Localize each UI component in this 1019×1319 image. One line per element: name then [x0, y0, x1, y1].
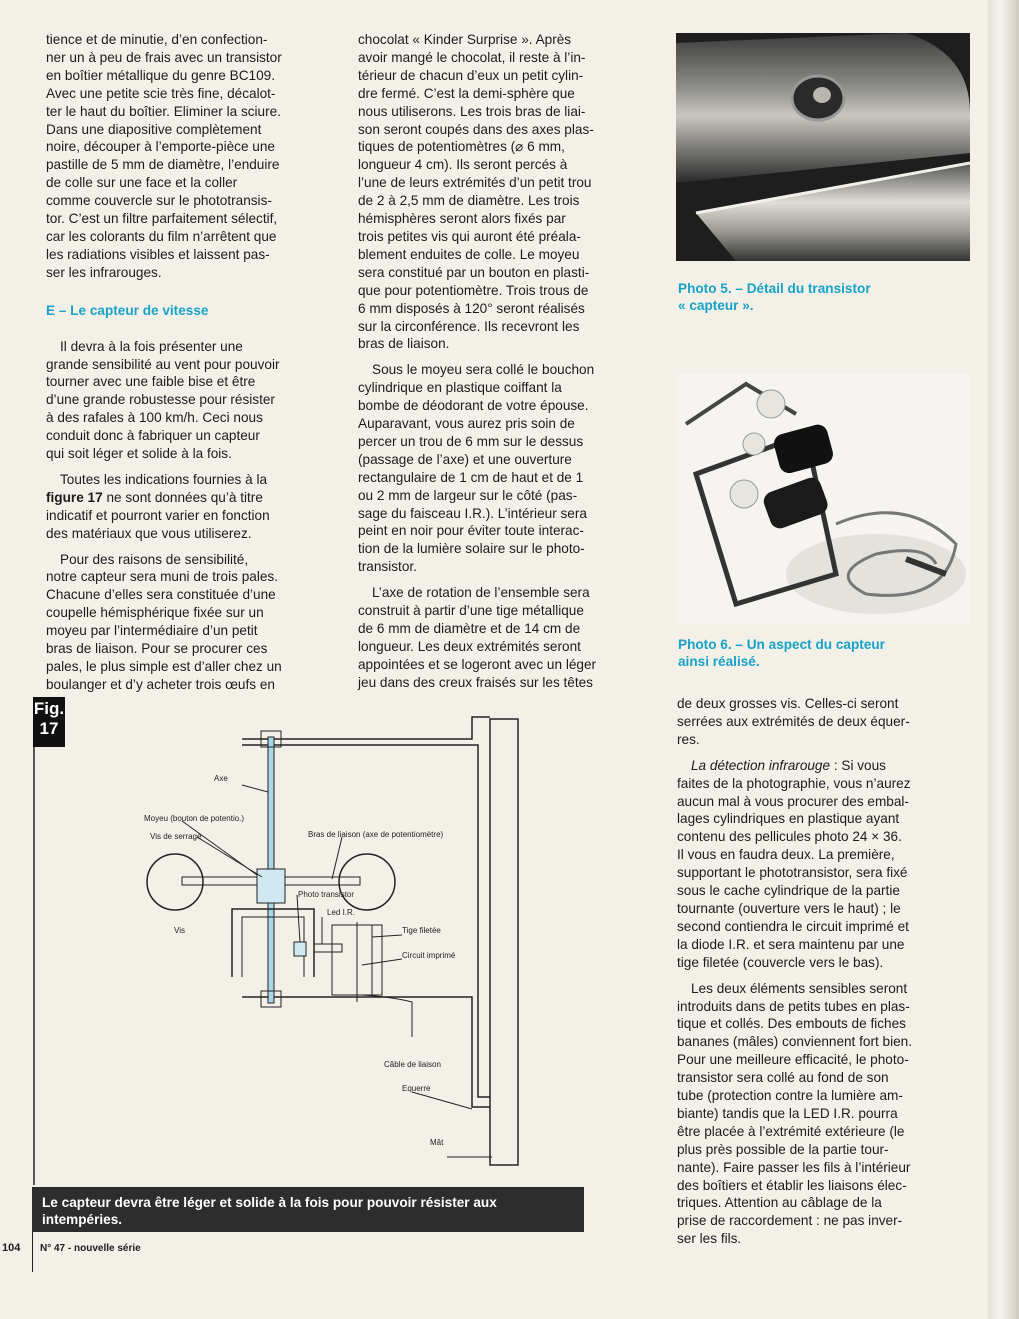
text-line: nous utiliserons. Les trois bras de liai-	[358, 103, 586, 119]
label-tige: Tige filetée	[402, 926, 441, 935]
text-line: de 6 mm de diamètre et de 14 cm de	[358, 621, 581, 636]
text-line: ser les fils.	[677, 1231, 742, 1247]
text-line: aucun mal à vous procurer des embal-	[677, 793, 909, 809]
text-line: l’une de leurs extrémités d’un petit trou	[358, 175, 592, 191]
col2-paragraph-2	[358, 361, 640, 576]
text-line: blement enduites de colle. Le moyeu	[358, 246, 580, 262]
column-1	[46, 31, 326, 694]
text-line: Auparavant, vous aurez pris soin de	[358, 416, 575, 432]
text-line: hémisphères seront alors fixés par	[358, 211, 566, 227]
text-line: serrées aux extrémités de deux équer-	[677, 713, 910, 729]
text-line: notre capteur sera muni de trois pales.	[46, 569, 278, 585]
text-line: pastille de 5 mm de diamètre, l’enduire	[46, 157, 280, 173]
text-line: supportant le phototransistor, sera fixé	[677, 865, 908, 881]
page-number: 104	[2, 1242, 21, 1254]
text-line: des boîtiers et établir les liaisons élec-	[677, 1177, 907, 1193]
text-line: Dans une diapositive complètement	[46, 121, 262, 137]
text-line: peint en noir pour éviter toute interac-	[358, 523, 584, 539]
label-led: Led I.R.	[327, 908, 356, 917]
text-line: percer un trou de 6 mm sur le dessus	[358, 433, 584, 449]
text-span: Toutes les indications fournies à la	[60, 471, 268, 487]
text-line: ou 2 mm de largeur sur le côté (pas-	[358, 487, 578, 503]
text-line: L’axe de rotation de l’ensemble sera	[372, 585, 590, 601]
text-line: indicatif et pourront varier en fonction	[46, 507, 270, 523]
label-equerre: Equerre	[402, 1084, 431, 1093]
text-line: sous le cache cylindrique de la partie	[677, 883, 900, 899]
photo-6-sensor-assembly	[676, 374, 970, 624]
text-line: Chacune d’elles sera constituée d’une	[46, 587, 276, 603]
text-line: jeu dans des creux fraisés sur les têtes	[358, 674, 593, 690]
caption-line: ainsi réalisé.	[678, 654, 760, 669]
text-line: qui soit léger et solide à la fois.	[46, 446, 232, 462]
text-line: ser les infrarouges.	[46, 264, 162, 280]
text-line: transistor sera collé au fond de son	[677, 1070, 889, 1086]
text-line: car les colorants du film n’arrêtent que	[46, 228, 277, 244]
text-line: tube (protection contre la lumière am-	[677, 1088, 903, 1104]
text-line: Il vous en faudra deux. La première,	[677, 847, 895, 863]
col3-paragraph-2	[677, 757, 959, 972]
text-line: biante) tandis que la LED I.R. pourra	[677, 1105, 898, 1121]
text-line: conduit donc à fabriquer un capteur	[46, 428, 260, 444]
text-line: 6 mm disposés à 120° seront réalisés	[358, 300, 585, 316]
text-line: triques. Attention au câblage de la	[677, 1195, 882, 1211]
figure-reference: figure 17	[46, 489, 103, 505]
text-line: sera constitué par un bouton en plasti-	[358, 264, 590, 280]
caption-line: Photo 5. – Détail du transistor	[678, 281, 871, 296]
label-moyeu: Moyeu (bouton de potentio.)	[144, 814, 245, 823]
col1-p3-line-1	[46, 489, 326, 507]
figure-badge	[33, 697, 65, 747]
text-line: son seront coupés dans des axes plas-	[358, 121, 594, 137]
caption-line: Photo 6. – Un aspect du capteur	[678, 637, 885, 652]
text-line: moyeu par l’intermédiaire d’un petit	[46, 623, 258, 639]
text-line: bombe de déodorant de votre épouse.	[358, 398, 589, 414]
text-line: Les deux éléments sensibles seront	[691, 980, 908, 996]
text-line: lages cylindriques en plastique ayant	[677, 811, 900, 827]
column-3	[677, 695, 959, 1248]
badge-line: Fig.	[33, 699, 65, 718]
label-circuit: Circuit imprimé	[402, 951, 456, 960]
text-line: être placée à l’extrémité extérieure (le	[677, 1123, 905, 1139]
column-2	[358, 31, 640, 692]
text-line: tourner avec une faible bise et être	[46, 374, 256, 390]
label-cable: Câble de liaison	[384, 1060, 441, 1069]
text-line: Sous le moyeu sera collé le bouchon	[372, 362, 595, 378]
text-line: tique et collés. Des embouts de fiches	[677, 1016, 906, 1032]
text-line: Pour des raisons de sensibilité,	[60, 551, 249, 567]
label-mat: Mât	[430, 1138, 444, 1147]
text-line: noire, découper à l’emporte-pièce une	[46, 139, 275, 155]
text-span: : Si vous	[830, 757, 886, 773]
text-line: grande sensibilité au vent pour pouvoir	[46, 356, 280, 372]
figure-caption	[32, 1187, 584, 1232]
text-line: construit à partir d’une tige métallique	[358, 603, 584, 619]
text-line: les radiations visibles et laissent pas-	[46, 246, 270, 262]
text-line: comme couvercle sur le phototransis-	[46, 193, 272, 209]
text-line: cylindrique en plastique coiffant la	[358, 380, 562, 396]
text-line: introduits dans de petits tubes en plas-	[677, 998, 910, 1014]
text-line: longueur. Les deux extrémités seront	[358, 638, 581, 654]
text-line: de deux grosses vis. Celles-ci seront	[677, 696, 899, 711]
text-line: second contiendra le circuit imprimé et	[677, 918, 909, 934]
photo-6-caption	[678, 636, 958, 670]
text-line: longueur 4 cm). Ils seront percés à	[358, 157, 568, 173]
text-line: faites de la photographie, vous n’aurez	[677, 775, 911, 791]
section-heading-e: E – Le capteur de vitesse	[46, 302, 209, 318]
text-span: ne sont données qu’à titre	[102, 489, 263, 505]
text-line: contenu des pellicules photo 24 × 36.	[677, 829, 902, 845]
text-line: la diode I.R. et sera maintenu par une	[677, 936, 905, 952]
text-line: tor. C’est un filtre parfaitement sélectif,	[46, 211, 278, 227]
col3-p2-body	[677, 775, 959, 972]
text-line: trois petites vis qui auront été préala-	[358, 228, 581, 244]
text-line: de colle sur une face et la coller	[46, 175, 238, 191]
photo-5-caption	[678, 280, 958, 314]
text-line: térieur de chacun d’eux un petit cylin-	[358, 67, 584, 83]
label-bras: Bras de liaison (axe de potentiomètre)	[308, 830, 444, 839]
text-line: que pour potentiomètre. Trois trous de	[358, 282, 589, 298]
text-line: transistor.	[358, 559, 417, 575]
text-line: Il devra à la fois présenter une	[60, 338, 243, 354]
col1-p3-line-0	[46, 471, 326, 489]
text-line: chocolat « Kinder Surprise ». Après	[358, 32, 572, 47]
photo-5-transistor-detail	[676, 33, 970, 261]
label-axe: Axe	[214, 774, 228, 783]
text-line: tiques de potentiomètres (⌀ 6 mm,	[358, 139, 565, 155]
text-line: à des rafales à 100 km/h. Ceci nous	[46, 410, 263, 426]
col3-paragraph-1	[677, 695, 959, 749]
label-photo-transistor: Photo transistor	[298, 890, 355, 899]
text-line: bras de liaison.	[358, 336, 450, 352]
text-line: sur la circonférence. Ils recevront les	[358, 318, 580, 334]
text-line: des matériaux que vous utiliserez.	[46, 525, 252, 541]
label-vis: Vis	[174, 926, 185, 935]
text-line: plus près possible de la partie tour-	[677, 1141, 889, 1157]
text-line: bananes (mâles) conviennent fort bien.	[677, 1034, 913, 1050]
text-line: Avec une petite scie très fine, décalot-	[46, 85, 276, 101]
text-line: bras de liaison. Pour se procurer ces	[46, 641, 268, 657]
text-line: de 2 à 2,5 mm de diamètre. Les trois	[358, 193, 580, 209]
page-fold-edge	[988, 0, 1019, 1319]
text-line: prise de raccordement : ne pas inver-	[677, 1213, 903, 1229]
text-line: res.	[677, 731, 700, 747]
caption-line: « capteur ».	[678, 298, 754, 313]
text-line: en boîtier métallique du genre BC109.	[46, 67, 275, 83]
text-line: tience et de minutie, d’en confection-	[46, 32, 268, 47]
text-line: nante). Faire passer les fils à l’intérieur	[677, 1159, 911, 1175]
col3-p2-line-0	[677, 757, 959, 775]
text-line: tige filetée (couvercle vers le bas).	[677, 954, 884, 970]
text-line: appointées et se logeront avec un léger	[358, 656, 597, 672]
text-line: ter le haut du boîtier. Eliminer la sciure.	[46, 103, 281, 119]
figure-17-diagram	[32, 697, 632, 1185]
text-line: rectangulaire de 1 cm de haut et de 1	[358, 469, 584, 485]
text-line: Pour une meilleure efficacité, le photo-	[677, 1052, 909, 1068]
col1-paragraph-4	[46, 551, 326, 694]
col3-paragraph-3	[677, 980, 959, 1249]
text-line: pales, le plus simple est d’aller chez un	[46, 659, 282, 674]
text-line: (passage de l’axe) et une ouverture	[358, 451, 572, 467]
text-line: tournante (ouverture vers le haut) ; le	[677, 900, 901, 916]
caption-line: Le capteur devra être léger et solide à la fois pour pouvoir résister aux	[42, 1195, 497, 1210]
label-vis-serrage: Vis de serrage	[150, 832, 202, 841]
text-line: ner un à peu de frais avec un transistor	[46, 49, 282, 65]
text-line: sage du faisceau I.R.). L’intérieur sera	[358, 505, 587, 521]
text-line: dre fermé. C’est la demi-sphère que	[358, 85, 575, 101]
col1-paragraph-1	[46, 31, 326, 282]
text-line: avoir mangé le chocolat, il reste à l’in-	[358, 49, 586, 65]
col2-paragraph-3	[358, 584, 640, 691]
text-line: d’une grande robustesse pour résister	[46, 392, 275, 408]
issue-label: N° 47 - nouvelle série	[40, 1243, 141, 1254]
text-line: coupelle hémisphérique fixée sur un	[46, 605, 264, 621]
footer-divider	[32, 1232, 33, 1272]
badge-line: 17	[39, 719, 59, 738]
col2-paragraph-1	[358, 31, 640, 353]
col1-paragraph-3	[46, 471, 326, 543]
text-line: tion de la lumière solaire sur le photo-	[358, 541, 585, 557]
text-line: boulanger et d’y acheter trois œufs en	[46, 676, 275, 692]
col1-paragraph-2	[46, 338, 326, 463]
italic-lead: La détection infrarouge	[691, 757, 831, 773]
caption-line: intempéries.	[42, 1212, 123, 1227]
